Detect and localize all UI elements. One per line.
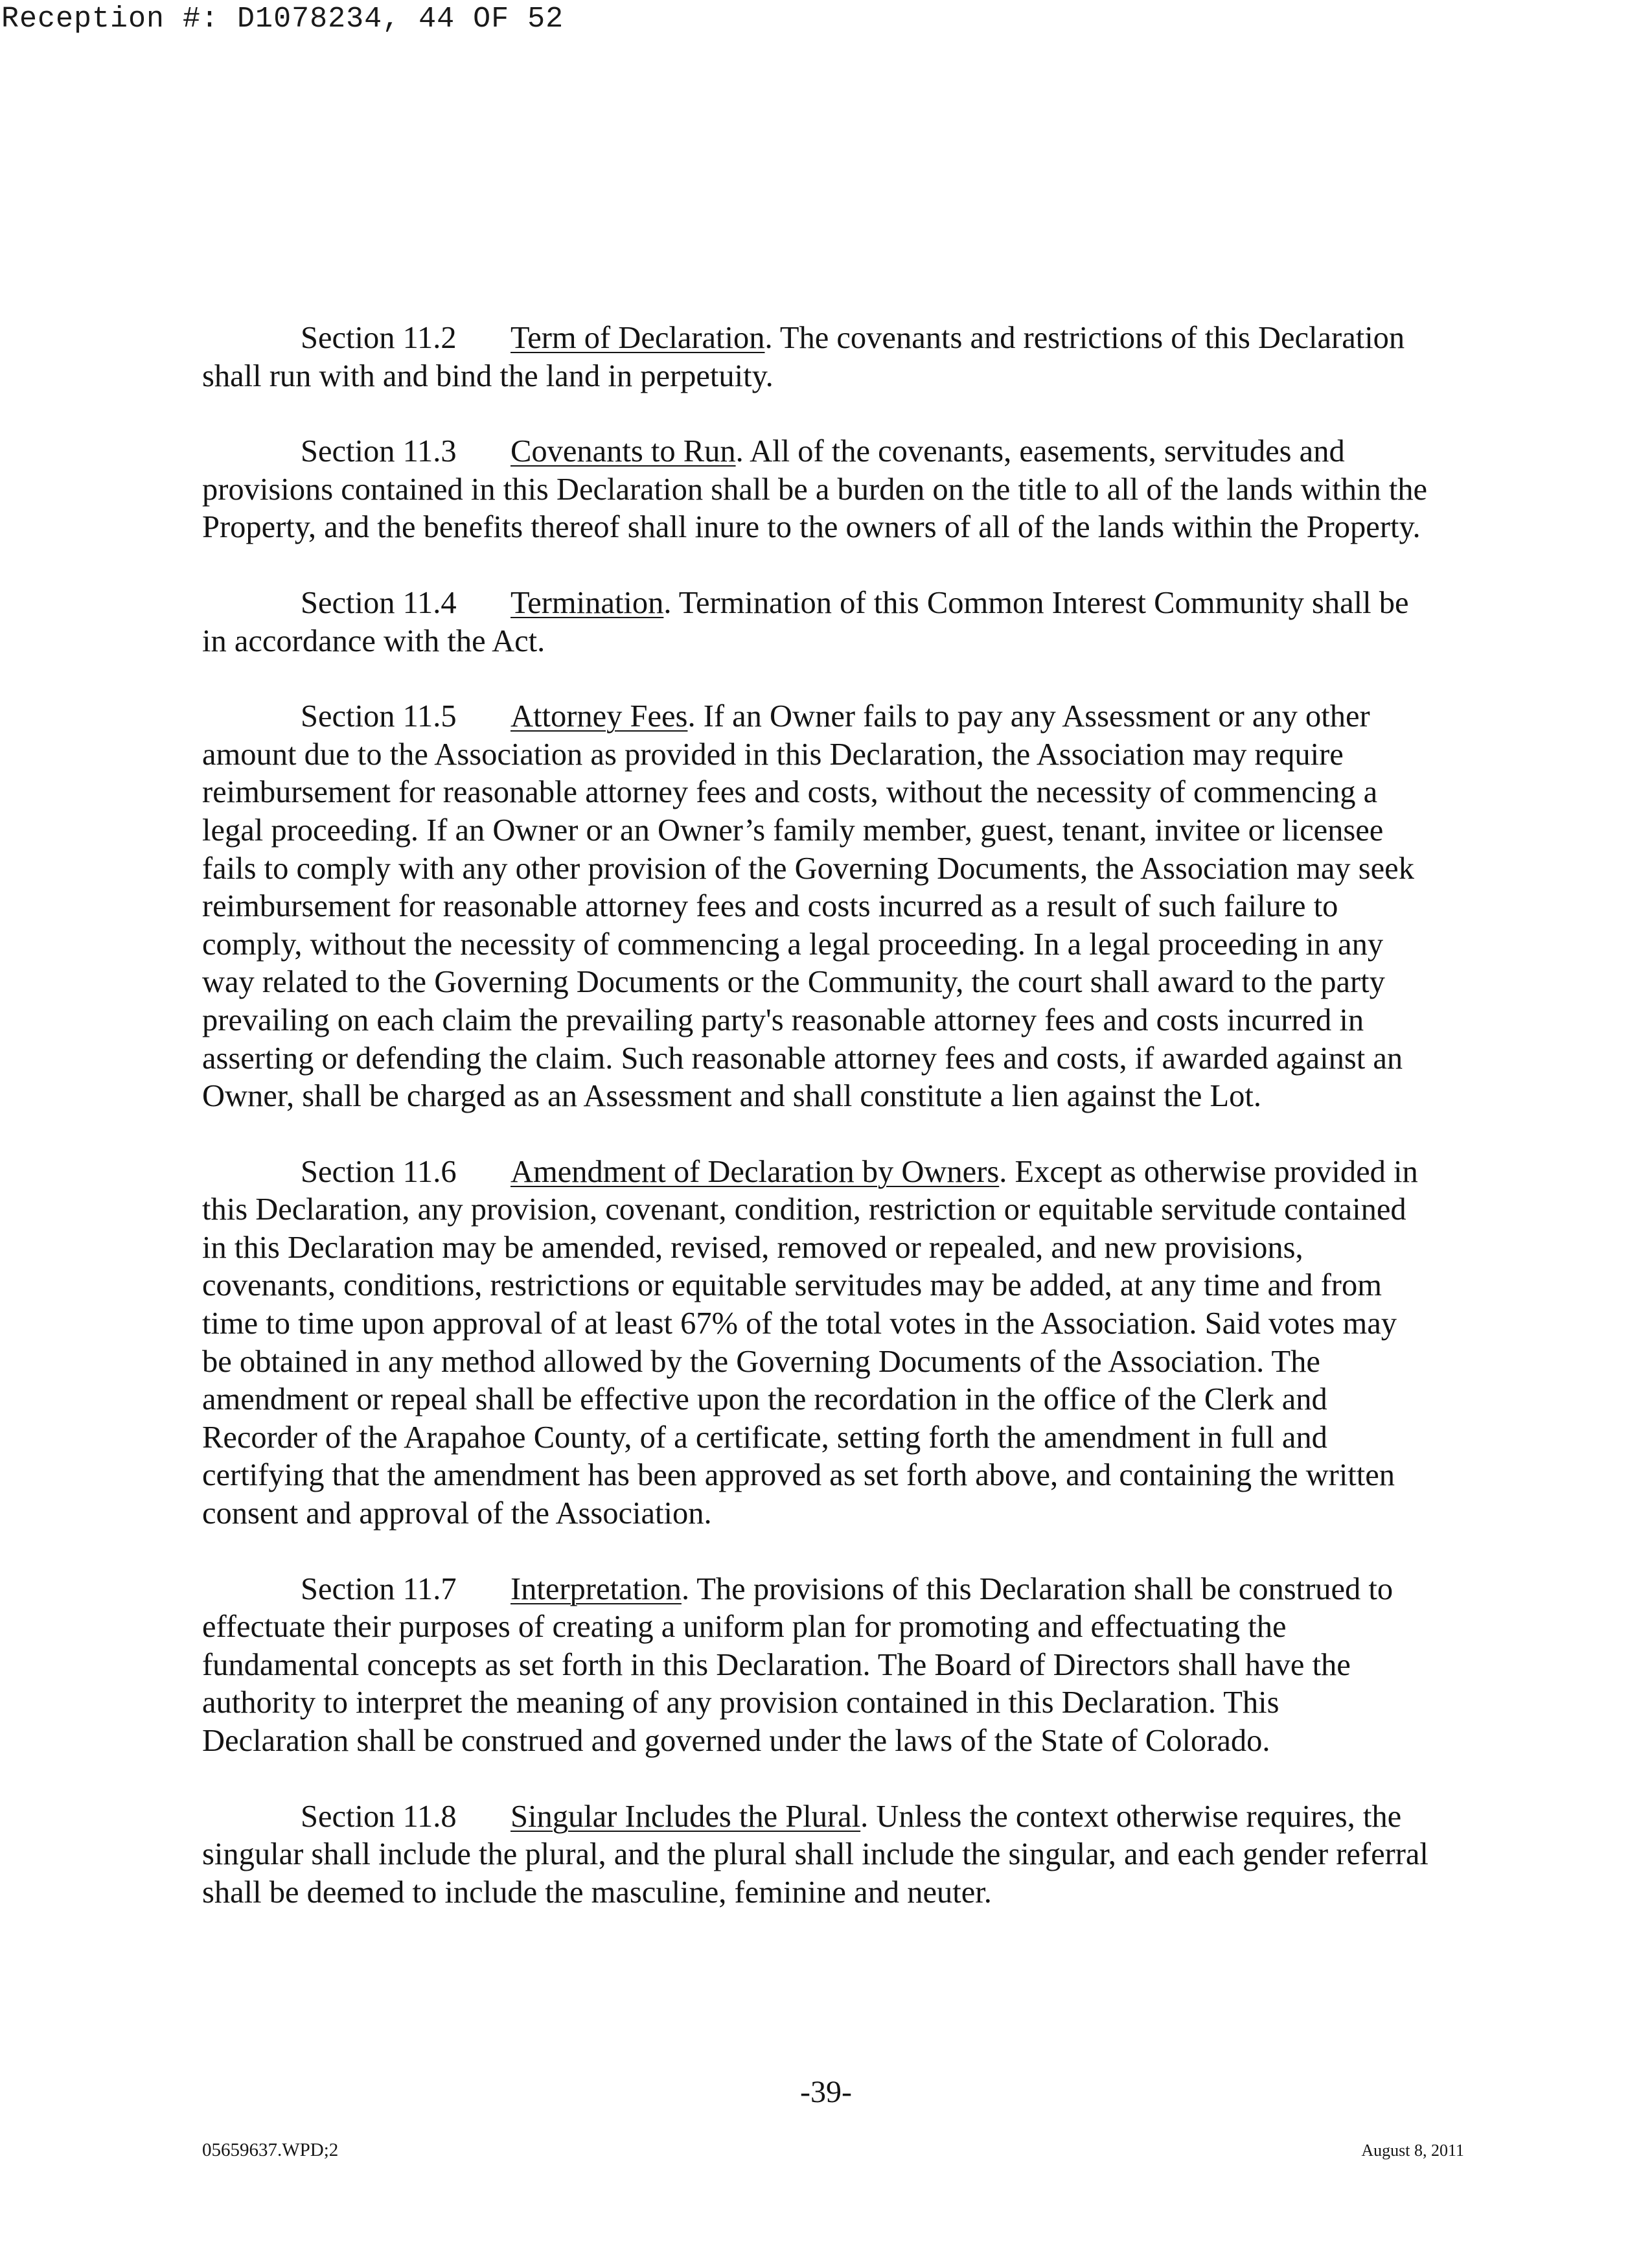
section-11-5 bbox=[202, 698, 1459, 1116]
section-text: reimbursement for reasonable attorney fees and costs incurred as a result of such failure to bbox=[202, 889, 1338, 924]
reception-stamp: Reception #: D1078234, 44 OF 52 bbox=[1, 3, 564, 36]
section-number: Section 11.6 bbox=[301, 1154, 457, 1189]
section-title: Covenants to Run bbox=[511, 434, 736, 469]
section-text: amount due to the Association as provided in this Declaration, the Association may require bbox=[202, 737, 1344, 772]
section-text: singular shall include the plural, and the plural shall include the singular, and each gender referral bbox=[202, 1837, 1428, 1872]
section-text: covenants, conditions, restrictions or equitable servitudes may be added, at any time and from bbox=[202, 1268, 1382, 1303]
section-first-line bbox=[202, 584, 1459, 623]
page-number: -39- bbox=[800, 2075, 852, 2109]
section-text: provisions contained in this Declaration shall be a burden on the title to all of the lands within the bbox=[202, 472, 1428, 507]
section-text: reimbursement for reasonable attorney fees and costs, without the necessity of commencing a bbox=[202, 775, 1378, 810]
section-text: fails to comply with any other provision of the Governing Documents, the Association may seek bbox=[202, 851, 1414, 886]
section-first-line bbox=[202, 1571, 1459, 1609]
section-text: Declaration shall be construed and governed under the laws of the State of Colorado. bbox=[202, 1724, 1270, 1758]
section-text: in accordance with the Act. bbox=[202, 623, 545, 658]
section-text: way related to the Governing Documents or the Community, the court shall award to the party bbox=[202, 965, 1385, 1000]
section-text: prevailing on each claim the prevailing party's reasonable attorney fees and costs incurred in bbox=[202, 1002, 1364, 1037]
section-number: Section 11.2 bbox=[301, 321, 457, 355]
section-first-line bbox=[202, 433, 1459, 471]
section-text: be obtained in any method allowed by the Governing Documents of the Association. The bbox=[202, 1344, 1320, 1379]
section-number: Section 11.3 bbox=[301, 434, 457, 469]
section-title: Term of Declaration bbox=[511, 321, 765, 355]
section-text: legal proceeding. If an Owner or an Owner’s family member, guest, tenant, invitee or licensee bbox=[202, 813, 1384, 848]
section-text: effectuate their purposes of creating a uniform plan for promoting and effectuating the bbox=[202, 1610, 1287, 1645]
section-text: Property, and the benefits thereof shall inure to the owners of all of the lands within the Property. bbox=[202, 510, 1421, 545]
document-body bbox=[202, 319, 1459, 1949]
section-title: Attorney Fees bbox=[511, 699, 688, 734]
document-date: August 8, 2011 bbox=[1361, 2141, 1464, 2160]
section-number: Section 11.4 bbox=[301, 585, 457, 620]
section-title: Amendment of Declaration by Owners bbox=[511, 1154, 1000, 1189]
section-text: . The covenants and restrictions of this Declaration bbox=[764, 321, 1405, 355]
section-11-8 bbox=[202, 1798, 1459, 1912]
section-first-line bbox=[202, 698, 1459, 736]
section-title: Singular Includes the Plural bbox=[511, 1799, 861, 1834]
section-text: authority to interpret the meaning of any provision contained in this Declaration. This bbox=[202, 1685, 1279, 1720]
section-text: comply, without the necessity of commencing a legal proceeding. In a legal proceeding in any bbox=[202, 927, 1384, 962]
section-text: time to time upon approval of at least 67% of the total votes in the Association. Said votes may bbox=[202, 1306, 1397, 1341]
section-text: shall run with and bind the land in perpetuity. bbox=[202, 358, 774, 393]
section-number: Section 11.7 bbox=[301, 1571, 457, 1606]
section-text: in this Declaration may be amended, revised, removed or repealed, and new provisions, bbox=[202, 1230, 1303, 1265]
section-text: fundamental concepts as set forth in this Declaration. The Board of Directors shall have the bbox=[202, 1647, 1351, 1682]
section-number: Section 11.5 bbox=[301, 699, 457, 734]
section-text: Recorder of the Arapahoe County, of a certificate, setting forth the amendment in full and bbox=[202, 1420, 1327, 1455]
section-text: . The provisions of this Declaration shall be construed to bbox=[681, 1571, 1394, 1606]
section-first-line bbox=[202, 1798, 1459, 1836]
section-text: . If an Owner fails to pay any Assessment or any other bbox=[687, 699, 1370, 734]
section-11-4 bbox=[202, 584, 1459, 660]
section-text: asserting or defending the claim. Such reasonable attorney fees and costs, if awarded against an bbox=[202, 1041, 1403, 1076]
section-text: shall be deemed to include the masculine, feminine and neuter. bbox=[202, 1875, 992, 1910]
section-11-7 bbox=[202, 1571, 1459, 1761]
section-number: Section 11.8 bbox=[301, 1799, 457, 1834]
section-text: this Declaration, any provision, covenant, condition, restriction or equitable servitude contained bbox=[202, 1192, 1406, 1227]
section-first-line bbox=[202, 1153, 1459, 1192]
section-11-6 bbox=[202, 1153, 1459, 1533]
section-text: . Termination of this Common Interest Community shall be bbox=[663, 585, 1409, 620]
section-text: consent and approval of the Association. bbox=[202, 1496, 712, 1531]
section-text: . Except as otherwise provided in bbox=[999, 1154, 1418, 1189]
section-text: certifying that the amendment has been approved as set forth above, and containing the written bbox=[202, 1458, 1395, 1493]
section-11-2 bbox=[202, 319, 1459, 395]
section-text: . All of the covenants, easements, servitudes and bbox=[735, 434, 1345, 469]
section-text: amendment or repeal shall be effective upon the recordation in the office of the Clerk and bbox=[202, 1382, 1327, 1417]
document-id: 05659637.WPD;2 bbox=[202, 2140, 339, 2160]
section-title: Termination bbox=[511, 585, 664, 620]
section-11-3 bbox=[202, 433, 1459, 547]
section-title: Interpretation bbox=[511, 1571, 682, 1606]
section-text: . Unless the context otherwise requires, the bbox=[860, 1799, 1402, 1834]
section-first-line bbox=[202, 319, 1459, 358]
section-text: Owner, shall be charged as an Assessment and shall constitute a lien against the Lot. bbox=[202, 1079, 1261, 1114]
